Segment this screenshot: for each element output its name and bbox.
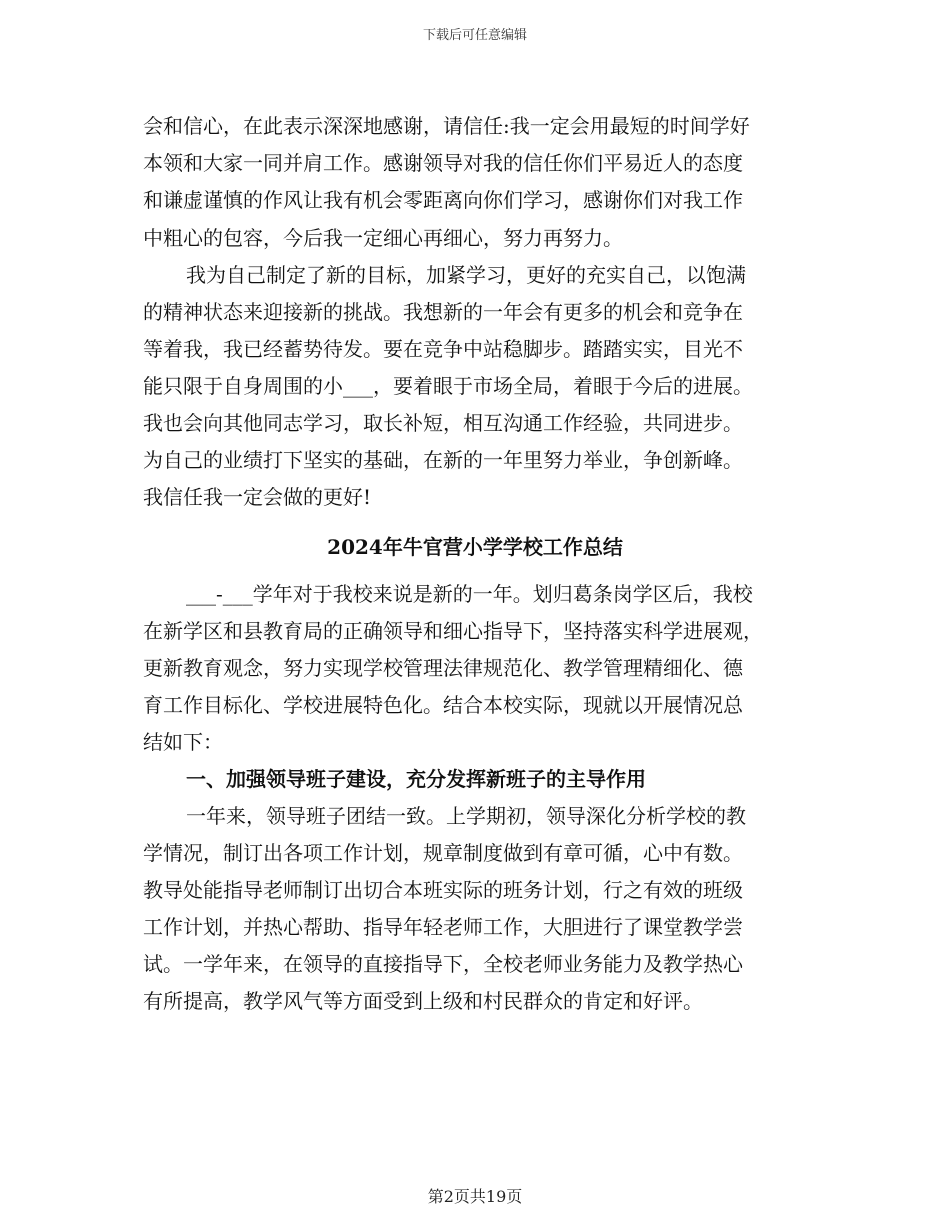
document-title: 2024年牛官营小学学校工作总结 — [327, 535, 623, 559]
paragraph-line: 在新学区和县教育局的正确领导和细心指导下，坚持落实科学进展观， — [143, 619, 763, 643]
section-heading: 一、加强领导班子建设，充分发挥新班子的主导作用 — [186, 767, 646, 791]
paragraph-line: 我信任我一定会做的更好! — [143, 485, 372, 509]
paragraph-line: 有所提高，教学风气等方面受到上级和村民群众的肯定和好评。 — [143, 989, 703, 1013]
paragraph-line: 教导处能指导老师制订出切合本班实际的班务计划，行之有效的班级 — [143, 878, 743, 902]
paragraph-line: 和谦虚谨慎的作风让我有机会零距离向你们学习，感谢你们对我工作 — [143, 188, 743, 212]
paragraph-line: 中粗心的包容，今后我一定细心再细心，努力再努力。 — [143, 226, 623, 250]
page-footer: 第2页共19页 — [427, 1187, 523, 1206]
paragraph-line: 我也会向其他同志学习，取长补短，相互沟通工作经验，共同进步。 — [143, 411, 743, 435]
paragraph-line: 育工作目标化、学校进展特色化。结合本校实际，现就以开展情况总 — [143, 693, 743, 717]
paragraph-line: 会和信心，在此表示深深地感谢，请信任:我一定会用最短的时间学好 — [143, 114, 750, 138]
paragraph-line: 学情况，制订出各项工作计划，规章制度做到有章可循，心中有数。 — [143, 841, 743, 865]
paragraph-line: 为自己的业绩打下坚实的基础，在新的一年里努力举业，争创新峰。 — [143, 448, 743, 472]
paragraph-line: 试。一学年来，在领导的直接指导下，全校老师业务能力及教学热心 — [143, 952, 743, 976]
header-note: 下载后可任意编辑 — [422, 28, 527, 43]
paragraph-line: ___-___学年对于我校来说是新的一年。划归葛条岗学区后，我校 — [186, 582, 753, 606]
paragraph-line: 工作计划，并热心帮助、指导年轻老师工作，大胆进行了课堂教学尝 — [143, 915, 743, 939]
paragraph-line: 我为自己制定了新的目标，加紧学习，更好的充实自己，以饱满 — [186, 263, 746, 287]
paragraph-line: 等着我，我已经蓄势待发。要在竞争中站稳脚步。踏踏实实，目光不 — [143, 337, 743, 361]
paragraph-line: 本领和大家一同并肩工作。感谢领导对我的信任你们平易近人的态度 — [143, 151, 743, 175]
paragraph-line: 更新教育观念，努力实现学校管理法律规范化、教学管理精细化、德 — [143, 656, 743, 680]
paragraph-line: 的精神状态来迎接新的挑战。我想新的一年会有更多的机会和竞争在 — [143, 300, 743, 324]
paragraph-line: 一年来，领导班子团结一致。上学期初，领导深化分析学校的教 — [186, 804, 746, 828]
paragraph-line: 能只限于自身周围的小___，要着眼于市场全局，着眼于今后的进展。 — [143, 374, 753, 398]
paragraph-line: 结如下： — [143, 730, 223, 754]
